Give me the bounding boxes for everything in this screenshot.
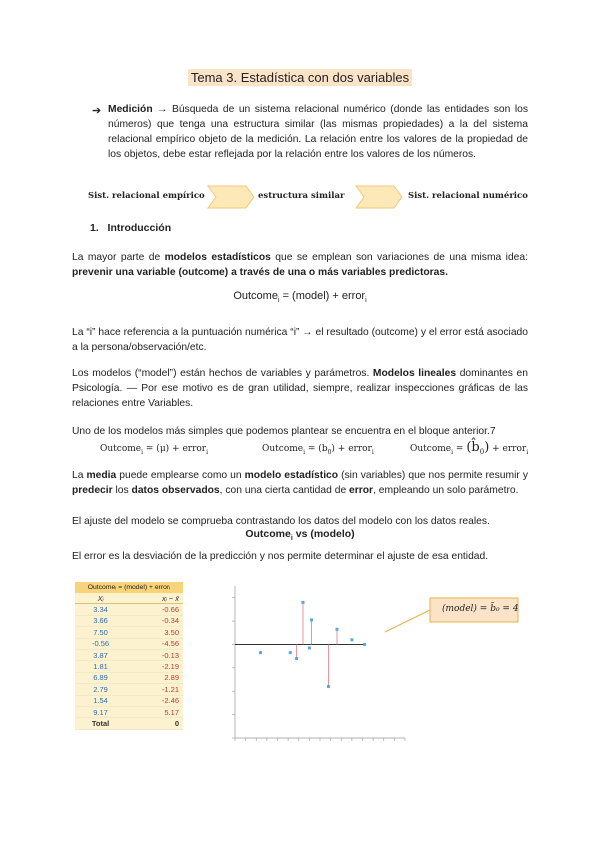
cell-x: 3.34 bbox=[75, 604, 126, 615]
cell-x: 1.54 bbox=[75, 695, 126, 706]
formula-outcome: Outcome$_i$ = (model) + error$_i$ bbox=[233, 290, 367, 305]
formula-b0-hat: Outcome$_i$ = $(b̂_0)$ + error$_i$ bbox=[410, 440, 529, 456]
table-row bbox=[75, 604, 183, 615]
data-point bbox=[363, 643, 366, 646]
table-column-header bbox=[75, 593, 183, 604]
data-point bbox=[259, 651, 262, 654]
chevron-arrow-1 bbox=[208, 186, 254, 208]
table-row bbox=[75, 649, 183, 660]
cell-deviation: 3.50 bbox=[126, 627, 183, 638]
table-row bbox=[75, 627, 183, 638]
paragraph-mean: La media puede emplearse como un modelo estadístico (sin variables) que nos permite resumir y predecir los datos observados, con una cierta cantidad de error, empleando un solo parámetro. bbox=[72, 470, 528, 496]
data-point bbox=[310, 618, 313, 621]
paragraph-models: La mayor parte de modelos estadísticos que se emplean son variaciones de una misma idea: prevenir una variable (outcome) a través de una o más variables predictoras. bbox=[72, 252, 528, 278]
table-header: Outcomeᵢ = (model) + errorᵢ bbox=[75, 582, 183, 593]
chevron-label-1: Sist. relacional empírico bbox=[88, 191, 205, 201]
table-row bbox=[75, 684, 183, 695]
cell-x: 7.50 bbox=[75, 627, 126, 638]
cell-x: 3.87 bbox=[75, 649, 126, 660]
col-header-dev: xᵢ − x̄ bbox=[126, 593, 183, 604]
chevron-label-3: Sist. relacional numérico bbox=[408, 191, 528, 201]
cell-x: 1.81 bbox=[75, 661, 126, 672]
arrow-bullet-icon: ➔ bbox=[92, 105, 102, 117]
data-point bbox=[308, 646, 311, 649]
cell-deviation: -1.21 bbox=[126, 684, 183, 695]
chevron-label-2: estructura similar bbox=[258, 191, 345, 201]
data-point bbox=[327, 685, 330, 688]
cell-x: 3.66 bbox=[75, 615, 126, 626]
section-heading: 1. Introducción bbox=[90, 222, 172, 234]
model-callout bbox=[380, 592, 530, 636]
paragraph-error: El error es la desviación de la predicción y nos permite determinar el ajuste de esa entidad. bbox=[72, 551, 489, 562]
paragraph-linear: Los modelos (“model”) están hechos de variables y parámetros. Modelos lineales dominantes en Psicología. — Por ese motivo es de gran utilidad, siempre, realizar inspecciones gráficas de las relaciones entre Variables. bbox=[72, 368, 528, 409]
definition-paragraph: Medición → Búsqueda de un sistema relacional numérico (donde las entidades son los números) que tenga una estructura similar (las mismas propiedades) a la del sistema relacional empírico objeto de la medición. La relación entre los valores de la propiedad de los objetos, debe estar reflejada por la relación entre los valores de los números. bbox=[108, 104, 528, 160]
formula-b0: Outcome$_i$ = $(b_0)$ + error$_i$ bbox=[262, 444, 374, 456]
table-row bbox=[75, 672, 183, 683]
formula-mu: Outcome$_i$ = (μ) + error$_i$ bbox=[100, 444, 209, 456]
data-point bbox=[295, 657, 298, 660]
cell-x: -0.56 bbox=[75, 638, 126, 649]
chevron-diagram bbox=[88, 184, 528, 210]
formula-vs: Outcome$_i$ vs (modelo) bbox=[245, 528, 355, 543]
data-point bbox=[302, 601, 305, 604]
cell-deviation: -2.46 bbox=[126, 695, 183, 706]
cell-deviation: 5.17 bbox=[126, 706, 183, 717]
cell-x: 6.89 bbox=[75, 672, 126, 683]
paragraph-fit: El ajuste del modelo se comprueba contrastando los datos del modelo con los datos reales. bbox=[72, 516, 490, 527]
page-title: Tema 3. Estadística con dos variables bbox=[0, 70, 600, 85]
data-point bbox=[336, 628, 339, 631]
table-row bbox=[75, 661, 183, 672]
table-row bbox=[75, 638, 183, 649]
cell-deviation: -0.13 bbox=[126, 649, 183, 660]
cell-x: 9.17 bbox=[75, 706, 126, 717]
cell-deviation: -2.19 bbox=[126, 661, 183, 672]
term: Medición bbox=[108, 104, 153, 115]
table-row bbox=[75, 615, 183, 626]
total-value: 0 bbox=[126, 718, 183, 729]
cell-x: 2.79 bbox=[75, 684, 126, 695]
deviation-table bbox=[75, 582, 183, 730]
cell-deviation: -0.34 bbox=[126, 615, 183, 626]
col-header-x: Xᵢ bbox=[75, 593, 126, 604]
table-row bbox=[75, 695, 183, 706]
table-row bbox=[75, 706, 183, 717]
cell-deviation: 2.89 bbox=[126, 672, 183, 683]
paragraph-i: La “i” hace referencia a la puntuación numérica “i” → el resultado (outcome) y el error está asociado a la persona/observación/etc. bbox=[72, 327, 528, 353]
cell-deviation: -0.66 bbox=[126, 604, 183, 615]
data-point bbox=[350, 638, 353, 641]
chevron-arrow-2 bbox=[356, 186, 402, 208]
total-label: Total bbox=[75, 718, 126, 729]
data-point bbox=[289, 651, 292, 654]
callout-text: (model) = b̄₀ = 4 bbox=[442, 604, 519, 614]
cell-deviation: -4.56 bbox=[126, 638, 183, 649]
table-total-row bbox=[75, 718, 183, 729]
paragraph-simple-models: Uno de los modelos más simples que podemos plantear se encuentra en el bloque anterior.7 bbox=[72, 426, 496, 437]
